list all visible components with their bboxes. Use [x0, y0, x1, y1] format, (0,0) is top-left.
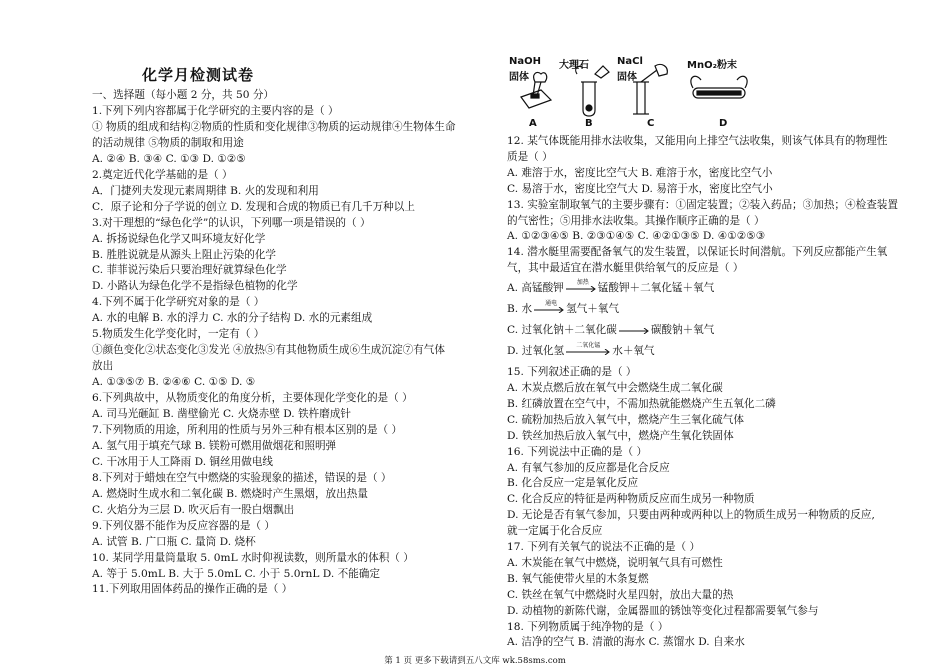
right-line: 质是（ ） — [507, 150, 553, 163]
left-line: 6.下列典故中，从物质变化的角度分析，主要体现化学变化的是（ ） — [92, 392, 413, 405]
left-line: 的活动规律 ⑤物质的制取和用途 — [92, 136, 244, 149]
reaction-arrow — [566, 279, 596, 292]
reaction-products: 水＋氧气 — [612, 345, 655, 358]
right-line: D. 动植物的新陈代谢，金属器皿的锈蚀等变化过程都需要氧气参与 — [507, 604, 819, 617]
left-line: C. 干冰用于人工降雨 D. 铜丝用做电线 — [92, 455, 273, 468]
left-line: 1.下列下列内容都属于化学研究的主要内容的是（ ） — [92, 104, 339, 117]
left-line: 5.物质发生化学变化时，一定有（ ） — [92, 328, 265, 341]
label-solid-a: 固体 — [509, 72, 529, 83]
right-line: B. 化合反应一定是氧化反应 — [507, 477, 639, 490]
label-marble: 大理石 — [559, 60, 589, 71]
left-line: A. 试管 B. 广口瓶 C. 量筒 D. 烧杯 — [92, 535, 256, 548]
left-line: A．门捷列夫发现元素周期律 B. 火的发现和利用 — [92, 184, 319, 197]
right-line: B. 红磷放置在空气中，不需加热就能燃烧产生五氧化二磷 — [507, 397, 776, 410]
reaction-arrow — [534, 300, 564, 313]
right-line: 18. 下列物质属于纯净物的是（ ） — [507, 620, 669, 633]
left-line: 放出 — [92, 360, 114, 373]
left-line: C. 火焰分为三层 D. 吹灭后有一股白烟飘出 — [92, 503, 295, 516]
right-line: 气，其中最适宜在潜水艇里供给氧气的反应是（ ） — [507, 262, 744, 275]
right-line: 14. 潜水艇里需要配备氧气的发生装置，以保证长时间潜航。下列反应都能产生氧 — [507, 246, 888, 259]
page-title: 化学月检测试卷 — [142, 66, 255, 84]
arrow-icon — [566, 349, 610, 355]
reaction-reactants: D. 过氧化氢 — [507, 345, 565, 358]
left-line: 11.下列取用固体药品的操作正确的是（ ） — [92, 583, 293, 596]
label-nacl: NaCl — [617, 56, 643, 67]
left-line: 8.下列对于蜡烛在空气中燃烧的实验现象的描述，错误的是（ ） — [92, 471, 392, 484]
option-c-label: C — [647, 118, 655, 129]
label-mno2: MnO₂粉末 — [687, 60, 737, 71]
reaction-option — [507, 300, 620, 316]
right-line: 13. 实验室制取氧气的主要步骤有：①固定装置；②装入药品；③加热；④检查装置 — [507, 198, 898, 211]
left-line: A. 等于 5.0mL B. 大于 5.0mL C. 小于 5.0rnL D. 不能确定 — [92, 567, 380, 580]
reaction-condition: 通电 — [545, 300, 558, 308]
left-line: ① 物质的组成和结构②物质的性质和变化规律③物质的运动规律④生物体生命 — [92, 120, 456, 133]
left-line: 4.下列不属于化学研究对象的是（ ） — [92, 296, 265, 309]
right-line: A. 难溶于水，密度比空气大 B. 难溶于水，密度比空气小 — [507, 166, 773, 179]
right-line: A. 有氧气参加的反应都是化合反应 — [507, 461, 670, 474]
reaction-option — [507, 324, 714, 337]
label-solid-c: 固体 — [617, 72, 637, 83]
right-line: B. 氧气能使带火星的木条复燃 — [507, 572, 649, 585]
reaction-condition: 加热 — [576, 279, 589, 287]
left-line: A. ②④ B. ③④ C. ①③ D. ①②⑤ — [92, 152, 246, 165]
reaction-option — [507, 279, 715, 295]
arrow-icon — [534, 307, 564, 313]
reaction-reactants: C. 过氧化钠＋二氧化碳 — [507, 324, 617, 337]
right-line: 12. 某气体既能用排水法收集，又能用向上排空气法收集，则该气体具有的物理性 — [507, 135, 888, 147]
right-line: C. 铁丝在氧气中燃烧时火星四射，放出大量的热 — [507, 588, 734, 601]
page-footer: 第 1 页 更多下载请到五八文库 wk.58sms.com — [384, 656, 566, 666]
right-line: 17. 下列有关氧气的说法不正确的是（ ） — [507, 541, 701, 553]
right-line: A. 洁净的空气 B. 清澈的海水 C. 蒸馏水 D. 自来水 — [507, 636, 745, 649]
reaction-reactants: B. 水 — [507, 303, 533, 316]
right-line: A. 木炭点燃后放在氧气中会燃烧生成二氧化碳 — [507, 382, 723, 394]
label-naoh: NaOH — [509, 56, 541, 67]
reaction-reactants: A. 高锰酸钾 — [507, 282, 564, 295]
option-d-label: D — [719, 118, 728, 129]
left-line: 9.下列仪器不能作为反应容器的是（ ） — [92, 519, 275, 532]
left-line: 7.下列物质的用途，所利用的性质与另外三种有根本区别的是（ ） — [92, 423, 403, 436]
left-line: A. 司马光砸缸 B. 凿壁偷光 C. 火烧赤壁 D. 铁杵磨成针 — [92, 408, 352, 420]
left-line: 一、选择题（每小题 2 分，共 50 分） — [92, 89, 275, 101]
reaction-arrow — [566, 342, 610, 355]
right-line: 15. 下列叙述正确的是（ ） — [507, 366, 637, 379]
right-line: D. 无论是否有氧气参加，只要由两种或两种以上的物质生成另一种物质的反应, — [507, 509, 875, 522]
left-line: ①颜色变化②状态变化③发光 ④放热⑤有其他物质生成⑥生成沉淀⑦有气体 — [92, 344, 445, 357]
experiment-figure — [507, 52, 757, 132]
left-line: C．原子论和分子学说的创立 D. 发现和合成的物质已有几千万种以上 — [92, 200, 415, 213]
left-line: 2.奠定近代化学基础的是（ ） — [92, 168, 233, 181]
left-line: A. 水的电解 B. 水的浮力 C. 水的分子结构 D. 水的元素组成 — [92, 312, 373, 325]
left-line: D. 小路认为绿色化学不是指绿色植物的化学 — [92, 280, 298, 293]
left-line: B. 胜胜说就是从源头上阻止污染的化学 — [92, 248, 277, 261]
reaction-products: 氢气＋氧气 — [566, 303, 620, 316]
left-line: A. 燃烧时生成水和二氧化碳 B. 燃烧时产生黑烟，放出热量 — [92, 487, 368, 500]
left-line: C. 菲菲说污染后只要治理好就算绿色化学 — [92, 264, 287, 277]
left-line: A. ①③⑤⑦ B. ②④⑥ C. ①⑤ D. ⑤ — [92, 376, 256, 389]
right-line: A. ①②③④⑤ B. ②③①④⑤ C. ④②①③⑤ D. ④①②⑤③ — [507, 230, 766, 243]
reaction-products: 碳酸钠＋氧气 — [650, 324, 715, 337]
right-line: 就一定属于化合反应 — [507, 525, 603, 538]
reaction-arrow — [619, 326, 649, 334]
right-line: C. 易溶于水，密度比空气大 D. 易溶于水，密度比空气小 — [507, 182, 773, 195]
right-line: 16. 下列说法中正确的是（ ） — [507, 445, 648, 458]
reaction-option — [507, 342, 655, 358]
right-line: A. 木炭能在氧气中燃烧，说明氧气具有可燃性 — [507, 556, 723, 569]
reaction-products: 锰酸钾＋二氧化锰＋氧气 — [597, 282, 715, 295]
right-line: D. 铁丝加热后放入氧气中，燃烧产生氧化铁固体 — [507, 429, 734, 442]
right-line: C. 化合反应的特征是两种物质反应而生成另一种物质 — [507, 493, 755, 506]
option-b-label: B — [585, 118, 593, 129]
right-line: 的气密性；⑤用排水法收集。其操作顺序正确的是（ ） — [507, 214, 765, 227]
left-line: A. 氢气用于填充气球 B. 镁粉可燃用做烟花和照明弹 — [92, 439, 337, 452]
left-line: A. 拆扬说绿色化学又叫环境友好化学 — [92, 232, 266, 245]
right-line: C. 硫粉加热后放入氧气中，燃烧产生三氧化硫气体 — [507, 413, 744, 426]
arrow-icon — [619, 328, 649, 334]
reaction-condition: 二氧化锰 — [576, 342, 601, 350]
left-line: 3.对干理想的“绿色化学”的认识，下列哪一项是错误的（ ） — [92, 216, 371, 229]
arrow-icon — [566, 286, 596, 292]
left-line: 10. 某同学用量筒量取 5. 0mL 水时仰视读数，则所量水的体积（ ） — [92, 551, 414, 564]
option-a-label: A — [529, 118, 537, 129]
